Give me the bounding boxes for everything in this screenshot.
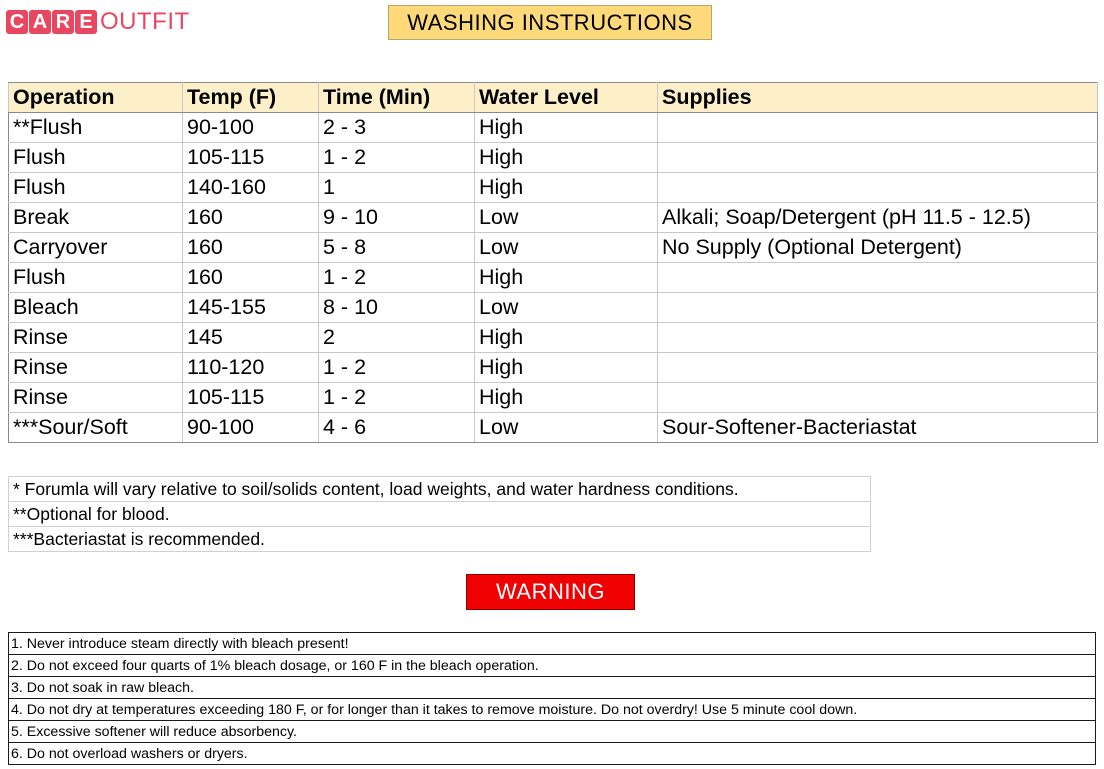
cell-time: 9 - 10 (319, 203, 475, 233)
cell-water-level: High (475, 263, 658, 293)
warning-text: 4. Do not dry at temperatures exceeding 180 F, or for longer than it takes to remove moisture. Do not overdry! Use 5 minute cool down. (9, 699, 1096, 721)
cell-supplies (658, 323, 1098, 353)
table-row (9, 293, 1098, 323)
note-row (9, 477, 871, 502)
cell-supplies (658, 383, 1098, 413)
warning-list (8, 632, 1096, 765)
cell-operation: Bleach (9, 293, 183, 323)
cell-time: 4 - 6 (319, 413, 475, 443)
cell-supplies (658, 173, 1098, 203)
cell-water-level: Low (475, 203, 658, 233)
table-row (9, 263, 1098, 293)
cell-supplies (658, 293, 1098, 323)
cell-time: 2 - 3 (319, 113, 475, 143)
cell-temp: 145 (183, 323, 319, 353)
cell-operation: ***Sour/Soft (9, 413, 183, 443)
warning-text: 5. Excessive softener will reduce absorbency. (9, 721, 1096, 743)
cell-supplies: Alkali; Soap/Detergent (pH 11.5 - 12.5) (658, 203, 1098, 233)
cell-water-level: High (475, 113, 658, 143)
table-row (9, 383, 1098, 413)
cell-operation: Flush (9, 143, 183, 173)
cell-temp: 105-115 (183, 143, 319, 173)
cell-operation: Carryover (9, 233, 183, 263)
cell-temp: 90-100 (183, 113, 319, 143)
notes-table (8, 476, 871, 552)
cell-temp: 145-155 (183, 293, 319, 323)
table-row (9, 413, 1098, 443)
table-row (9, 113, 1098, 143)
note-text: ***Bacteriastat is recommended. (9, 527, 871, 552)
warning-item (9, 721, 1096, 743)
cell-supplies: Sour-Softener-Bacteriastat (658, 413, 1098, 443)
header-time: Time (Min) (319, 83, 475, 113)
table-row (9, 323, 1098, 353)
cell-time: 2 (319, 323, 475, 353)
washing-table (8, 82, 1098, 443)
cell-operation: Flush (9, 173, 183, 203)
table-row (9, 143, 1098, 173)
note-text: **Optional for blood. (9, 502, 871, 527)
header-water-level: Water Level (475, 83, 658, 113)
warning-item (9, 699, 1096, 721)
cell-temp: 140-160 (183, 173, 319, 203)
cell-temp: 105-115 (183, 383, 319, 413)
logo-letter-r: R (52, 10, 74, 34)
cell-temp: 160 (183, 233, 319, 263)
cell-water-level: High (475, 143, 658, 173)
warning-item (9, 743, 1096, 765)
cell-operation: **Flush (9, 113, 183, 143)
cell-time: 1 - 2 (319, 263, 475, 293)
warning-item (9, 633, 1096, 655)
brand-logo (6, 8, 190, 36)
cell-supplies (658, 353, 1098, 383)
cell-temp: 160 (183, 203, 319, 233)
table-row (9, 353, 1098, 383)
cell-time: 1 - 2 (319, 383, 475, 413)
header-supplies: Supplies (658, 83, 1098, 113)
warning-text: 3. Do not soak in raw bleach. (9, 677, 1096, 699)
logo-letter-a: A (29, 10, 51, 34)
cell-time: 1 - 2 (319, 353, 475, 383)
page-title: WASHING INSTRUCTIONS (388, 5, 712, 40)
warning-text: 6. Do not overload washers or dryers. (9, 743, 1096, 765)
note-row (9, 527, 871, 552)
cell-water-level: High (475, 383, 658, 413)
warning-text: 1. Never introduce steam directly with bleach present! (9, 633, 1096, 655)
warning-text: 2. Do not exceed four quarts of 1% bleach dosage, or 160 F in the bleach operation. (9, 655, 1096, 677)
cell-operation: Flush (9, 263, 183, 293)
cell-time: 5 - 8 (319, 233, 475, 263)
cell-operation: Rinse (9, 353, 183, 383)
cell-supplies (658, 113, 1098, 143)
cell-time: 1 (319, 173, 475, 203)
logo-letter-e: E (75, 10, 97, 34)
cell-time: 8 - 10 (319, 293, 475, 323)
note-row (9, 502, 871, 527)
warning-item (9, 655, 1096, 677)
cell-water-level: High (475, 173, 658, 203)
cell-supplies: No Supply (Optional Detergent) (658, 233, 1098, 263)
table-header-row (9, 83, 1098, 113)
cell-water-level: Low (475, 413, 658, 443)
cell-operation: Rinse (9, 323, 183, 353)
cell-water-level: High (475, 323, 658, 353)
cell-temp: 90-100 (183, 413, 319, 443)
warning-banner: WARNING (466, 574, 635, 610)
cell-supplies (658, 143, 1098, 173)
cell-temp: 110-120 (183, 353, 319, 383)
logo-text: OUTFIT (100, 8, 190, 35)
warning-item (9, 677, 1096, 699)
cell-supplies (658, 263, 1098, 293)
logo-letter-c: C (6, 10, 28, 34)
header-operation: Operation (9, 83, 183, 113)
header-temp: Temp (F) (183, 83, 319, 113)
cell-operation: Break (9, 203, 183, 233)
cell-water-level: Low (475, 233, 658, 263)
cell-time: 1 - 2 (319, 143, 475, 173)
table-row (9, 173, 1098, 203)
cell-water-level: High (475, 353, 658, 383)
note-text: * Forumla will vary relative to soil/solids content, load weights, and water hardness conditions. (9, 477, 871, 502)
cell-operation: Rinse (9, 383, 183, 413)
cell-temp: 160 (183, 263, 319, 293)
cell-water-level: Low (475, 293, 658, 323)
table-row (9, 233, 1098, 263)
table-row (9, 203, 1098, 233)
